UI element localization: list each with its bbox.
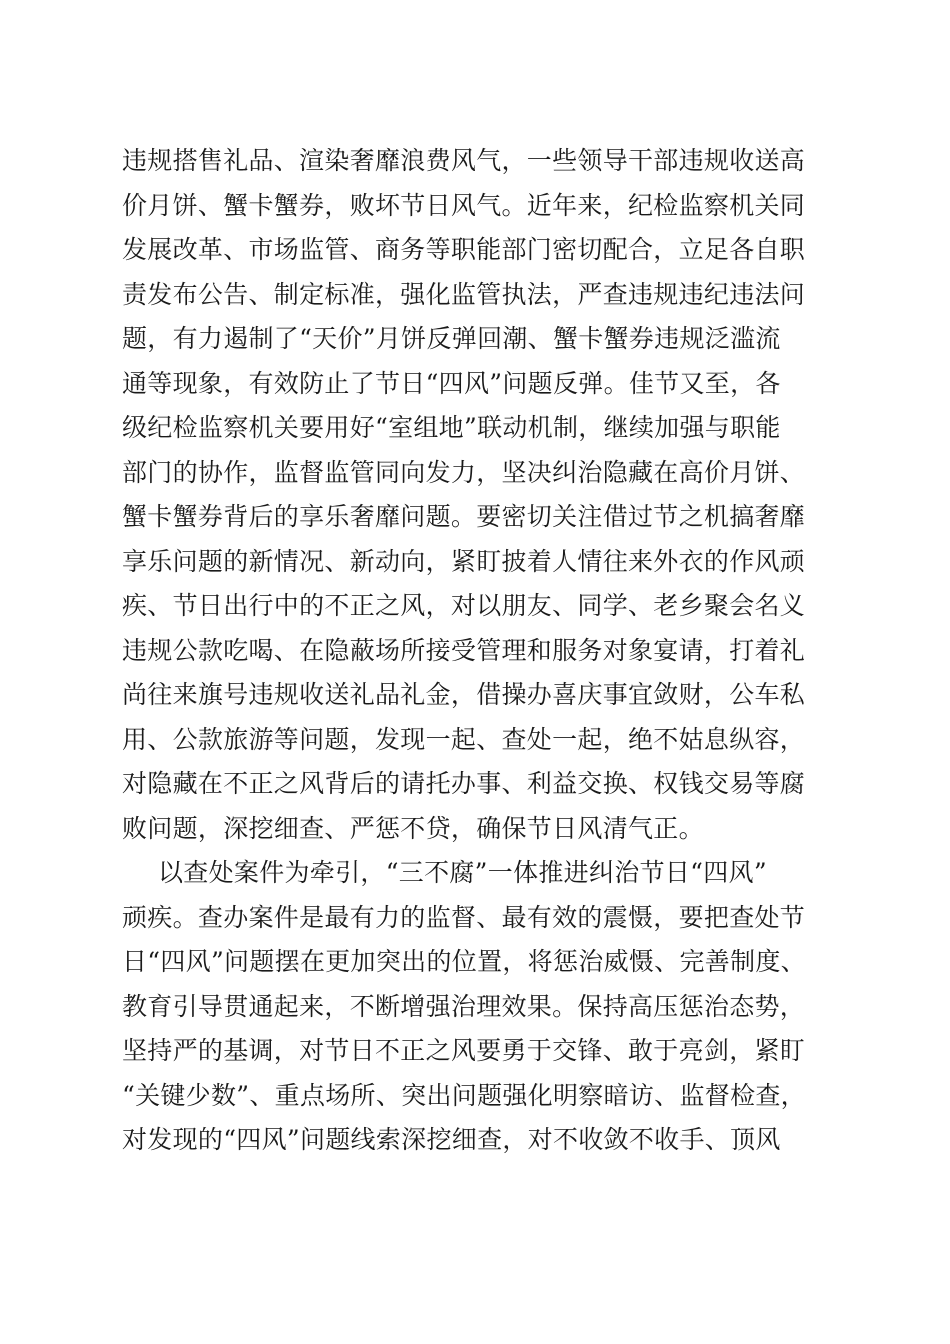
text-line: 违规公款吃喝、在隐蔽场所接受管理和服务对象宴请，打着礼 xyxy=(122,635,806,665)
text-line: 教育引导贯通起来，不断增强治理效果。保持高压惩治态势， xyxy=(122,991,806,1021)
text-line: 败问题，深挖细查、严惩不贷，确保节日风清气正。 xyxy=(122,813,704,843)
text-line: 违规搭售礼品、渲染奢靡浪费风气，一些领导干部违规收送高 xyxy=(122,146,806,175)
text-line: 级纪检监察机关要用好“室组地”联动机制，继续加强与职能 xyxy=(122,413,781,442)
text-line: “关键少数”、重点场所、突出问题强化明察暗访、监督检查， xyxy=(122,1080,806,1110)
text-line: 顽疾。查办案件是最有力的监督、最有效的震慑，要把查处节 xyxy=(122,902,806,932)
text-line: 尚往来旗号违规收送礼品礼金，借操办喜庆事宜敛财，公车私 xyxy=(122,680,806,709)
text-line: 蟹卡蟹券背后的享乐奢靡问题。要密切关注借过节之机搞奢靡 xyxy=(122,502,806,531)
text-line: 题，有力遏制了“天价”月饼反弹回潮、蟹卡蟹券违规泛滥流 xyxy=(122,324,781,353)
text-line: 发展改革、市场监管、商务等职能部门密切配合，立足各自职 xyxy=(122,235,806,264)
paragraph-start-line: 以查处案件为牵引，“三不腐”一体推进纠治节日“四风” xyxy=(158,858,767,887)
text-line: 日“四风”问题摆在更加突出的位置，将惩治威慑、完善制度、 xyxy=(122,947,806,976)
text-line: 通等现象，有效防止了节日“四风”问题反弹。佳节又至，各 xyxy=(122,368,781,398)
text-line: 疾、节日出行中的不正之风，对以朋友、同学、老乡聚会名义 xyxy=(122,591,806,620)
text-line: 享乐问题的新情况、新动向，紧盯披着人情往来外衣的作风顽 xyxy=(122,546,806,576)
document-body xyxy=(122,139,842,1163)
text-line: 对发现的“四风”问题线索深挖细查，对不收敛不收手、顶风 xyxy=(122,1125,781,1154)
text-line: 部门的协作，监督监管同向发力，坚决纠治隐藏在高价月饼、 xyxy=(122,457,806,487)
text-line: 价月饼、蟹卡蟹券，败坏节日风气。近年来，纪检监察机关同 xyxy=(122,190,806,220)
text-line: 用、公款旅游等问题，发现一起、查处一起，绝不姑息纵容， xyxy=(122,724,806,754)
text-line: 责发布公告、制定标准，强化监管执法，严查违规违纪违法问 xyxy=(122,279,806,309)
text-line: 坚持严的基调，对节日不正之风要勇于交锋、敢于亮剑，紧盯 xyxy=(122,1036,806,1065)
text-line: 对隐藏在不正之风背后的请托办事、利益交换、权钱交易等腐 xyxy=(122,769,806,798)
